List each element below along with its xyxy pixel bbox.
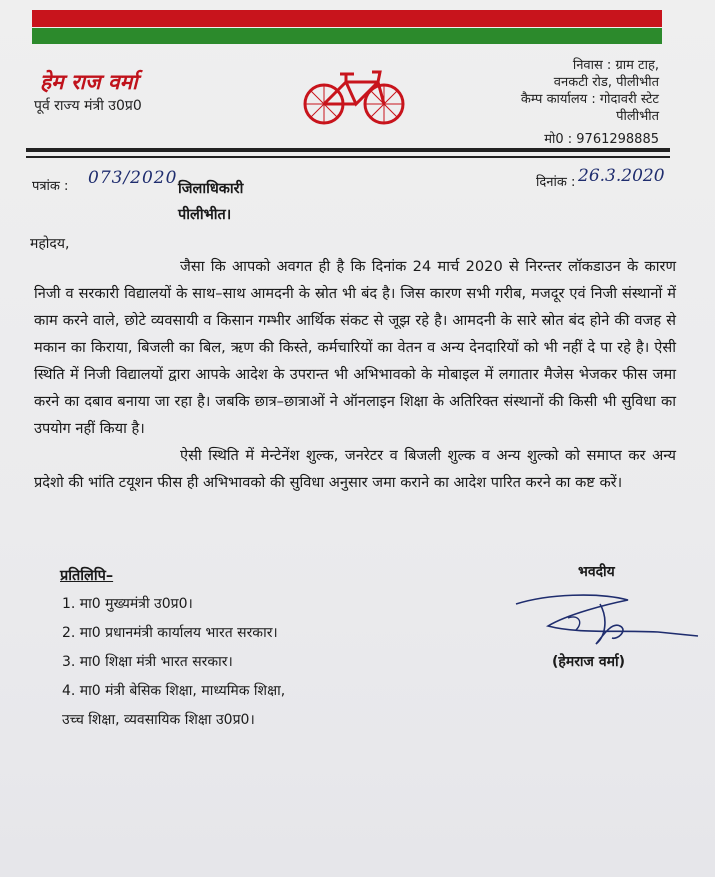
address-line: निवास : ग्राम टाह, xyxy=(572,58,659,73)
copy-to-item: 3. मा0 शिक्षा मंत्री भारत सरकार। xyxy=(62,654,233,670)
salutation: महोदय, xyxy=(30,236,70,252)
sender-name: हेम राज वर्मा xyxy=(40,69,138,94)
header-divider xyxy=(26,148,670,152)
bicycle-icon xyxy=(300,62,408,128)
header-divider-thin xyxy=(26,156,670,158)
body-paragraph: ऐसी स्थिति में मेन्टेनेंश शुल्क, जनरेटर व बिजली शुल्क व अन्य शुल्को को समाप्त कर अन्य प्रदेशो की भांति टयूशन फीस ही अभिभावको की सुविधा अनुसार जमा कराने का आदेश पारित करने का कष्ट करें। xyxy=(34,447,676,491)
addressee xyxy=(178,176,243,228)
copy-to-item: 2. मा0 प्रधानमंत्री कार्यालय भारत सरकार। xyxy=(62,625,278,641)
copy-to-heading: प्रतिलिपि– xyxy=(60,568,114,584)
signature xyxy=(508,574,708,654)
letter-date: 26.3.2020 xyxy=(578,166,665,186)
address-line: कैम्प कार्यालय : गोदावरी स्टेट xyxy=(520,92,659,107)
letterhead-red-band xyxy=(32,10,662,27)
copy-to-item: उच्च शिक्षा, व्यवसायिक शिक्षा उ0प्र0। xyxy=(62,712,255,728)
signatory-name: (हेमराज वर्मा) xyxy=(552,654,625,670)
reference-number: 073/2020 xyxy=(88,168,178,188)
copy-to-item: 1. मा0 मुख्यमंत्री उ0प्र0। xyxy=(62,596,193,612)
copy-to-item: 4. मा0 मंत्री बेसिक शिक्षा, माध्यमिक शिक्षा, xyxy=(62,683,286,699)
sender-mobile: मो0 : 9761298885 xyxy=(544,132,659,147)
letterhead-green-band xyxy=(32,28,662,44)
reference-label: पत्रांक : xyxy=(32,179,69,194)
copy-to-list xyxy=(62,590,285,735)
sender-designation: पूर्व राज्य मंत्री उ0प्र0 xyxy=(34,98,142,114)
addressee-place: पीलीभीत। xyxy=(178,207,232,223)
body-paragraph: जैसा कि आपको अवगत ही है कि दिनांक 24 मार्च 2020 से निरन्तर लॉकडाउन के कारण निजी व सरकारी विद्यालयों के साथ–साथ आमदनी के स्रोत भी बंद है। जिस कारण सभी गरीब, मजदूर एवं निजी संस्थानों में काम करने वाले, छोटे व्यवसायी व किसान गम्भीर आर्थिक संकट से जूझ रहे है। आमदनी के सारे स्रोत बंद होने की वजह से मकान का किराया, बिजली का बिल, ऋण की किस्ते, कर्मचारियों का वेतन व अन्य देनदारियों को भी नहीं दे पा रहे है। ऐसी स्थिति में निजी विद्यालयों द्वारा आपके आदेश के उपरान्त भी अभिभावको के मोबाइल में लगातार मैजेस भेजकर फीस जमा करने का दबाव बनाया जा रहा है। जबकि छात्र–छात्राओं ने ऑनलाइन शिक्षा के अतिरिक्त संस्थानों की किसी भी सुविधा का उपयोग नहीं किया है। xyxy=(34,258,676,437)
letter-body xyxy=(34,253,676,496)
address-line: पीलीभीत xyxy=(616,109,659,124)
date-label: दिनांक : xyxy=(536,175,576,190)
sender-address xyxy=(521,57,659,125)
address-line: वनकटी रोड, पीलीभीत xyxy=(553,75,659,90)
closing-yours: भवदीय xyxy=(578,564,615,580)
addressee-title: जिलाधिकारी xyxy=(178,181,244,197)
